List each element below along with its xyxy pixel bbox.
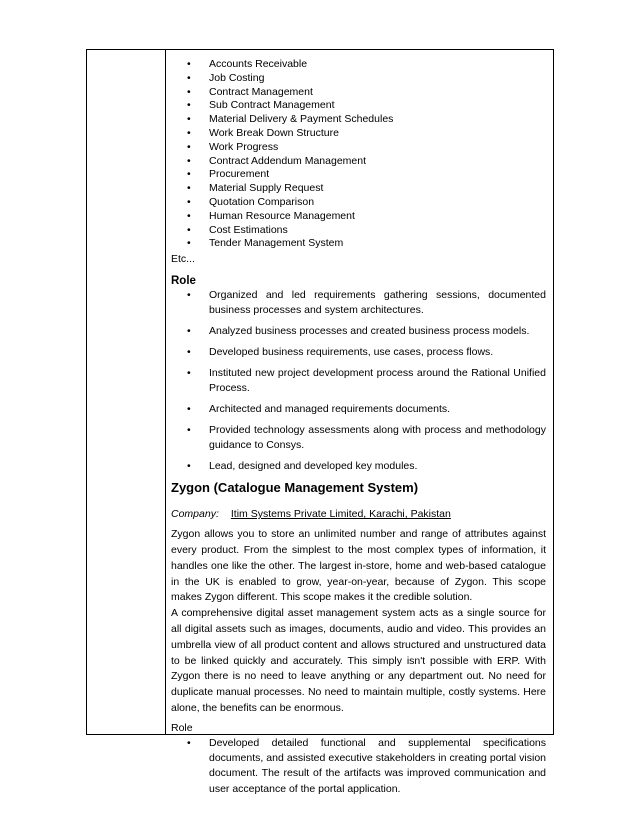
list-item-text: Contract Management (209, 85, 313, 98)
list-item (171, 224, 546, 238)
list-item-text: Material Supply Request (209, 182, 324, 195)
bullet-icon: • (187, 223, 191, 236)
list-item-text: Cost Estimations (209, 223, 288, 236)
list-item-text: Tender Management System (209, 237, 344, 250)
bullet-icon: • (187, 460, 191, 473)
bullet-icon: • (187, 403, 191, 416)
bullet-icon: • (187, 140, 191, 153)
list-item (171, 736, 546, 797)
bullet-icon: • (187, 154, 191, 167)
bullet-icon: • (187, 346, 191, 359)
company-value: Itim Systems Private Limited, Karachi, Pakistan (230, 508, 451, 521)
list-item-text: Contract Addendum Management (209, 154, 367, 167)
company-line (171, 508, 546, 521)
bullet-icon: • (187, 99, 191, 112)
list-item (171, 182, 546, 196)
list-item-text: Organized and led requirements gathering sessions, documented business processes and system architectures. (209, 289, 546, 317)
bullet-icon: • (187, 289, 191, 302)
bullet-icon: • (187, 424, 191, 437)
role-list (171, 288, 546, 474)
list-item-text: Developed business requirements, use cases, process flows. (209, 346, 494, 359)
list-item (171, 210, 546, 224)
list-item (171, 324, 546, 339)
list-item-text: Analyzed business processes and created business process models. (209, 325, 530, 338)
bullet-icon: • (187, 113, 191, 126)
bullet-icon: • (187, 126, 191, 139)
list-item-text: Work Progress (209, 140, 279, 153)
list-item (171, 72, 546, 86)
bullet-icon: • (187, 367, 191, 380)
project-paragraph-2: A comprehensive digital asset management system acts as a single source for all digital assets such as images, documents, audio and video. This provides an umbrella view of all product content and allows structured and unstructured data to be linked quickly and accurately. This simply isn't possible with ERP. With Zygon there is no need to leave anything or any department out. No need for duplicate manual processes. No need to maintain multiple, costly systems. Here alone, the benefits can be enormous. (171, 607, 546, 714)
column-divider (165, 50, 166, 734)
bullet-icon: • (187, 237, 191, 250)
list-item (171, 459, 546, 474)
list-item-text: Material Delivery & Payment Schedules (209, 113, 394, 126)
list-item (171, 141, 546, 155)
list-item (171, 155, 546, 169)
list-item (171, 402, 546, 417)
company-label: Company: (171, 508, 219, 521)
bullet-icon: • (187, 736, 191, 749)
list-item (171, 127, 546, 141)
list-item-text: Human Resource Management (209, 209, 355, 222)
list-item-text: Accounts Receivable (209, 58, 308, 70)
project-title: Zygon (Catalogue Management System) (171, 480, 419, 496)
list-item-text: Sub Contract Management (209, 99, 335, 112)
list-item (171, 86, 546, 100)
list-item (171, 113, 546, 127)
bullet-icon: • (187, 195, 191, 208)
list-item-text: Provided technology assessments along with process and methodology guidance to Consys. (209, 424, 546, 452)
list-item-text: Procurement (209, 168, 270, 181)
project-paragraph-1: Zygon allows you to store an unlimited number and range of attributes against every product. From the simplest to the most complex types of information, it handles one like the other. The largest in-store, home and web-based catalogue in the UK is enabled to grow, year-on-year, because of Zygon. This scope makes Zygon different. This scope makes it the credible solution. (171, 528, 546, 604)
list-item (171, 196, 546, 210)
list-item (171, 366, 546, 396)
list-item (171, 99, 546, 113)
project-role-label: Role (171, 721, 193, 734)
bullet-icon: • (187, 325, 191, 338)
modules-list (171, 58, 546, 251)
list-item (171, 168, 546, 182)
list-item-text: Architected and managed requirements documents. (209, 403, 451, 416)
bullet-icon: • (187, 71, 191, 84)
list-item (171, 237, 546, 251)
bullet-icon: • (187, 58, 191, 70)
list-item (171, 345, 546, 360)
bullet-icon: • (187, 209, 191, 222)
content-cell (171, 58, 546, 797)
bullet-icon: • (187, 182, 191, 195)
list-item-text: Work Break Down Structure (209, 126, 339, 139)
list-item (171, 288, 546, 318)
list-item-text: Quotation Comparison (209, 195, 315, 208)
role-heading: Role (171, 275, 196, 288)
etc-text: Etc... (171, 253, 195, 266)
resume-table (86, 49, 554, 795)
list-item-text: Instituted new project development process around the Rational Unified Process. (209, 367, 546, 395)
list-item-text: Job Costing (209, 71, 265, 84)
list-item-text: Lead, designed and developed key modules. (209, 460, 418, 473)
bullet-icon: • (187, 85, 191, 98)
list-item-text: Developed detailed functional and supplemental specifications documents, and assisted executive stakeholders in creating portal vision document. The result of the artifacts was improved communication and user acceptance of the portal application. (209, 736, 546, 795)
list-item (171, 58, 546, 72)
list-item (171, 423, 546, 453)
bullet-icon: • (187, 168, 191, 181)
project-role-list (171, 736, 546, 797)
